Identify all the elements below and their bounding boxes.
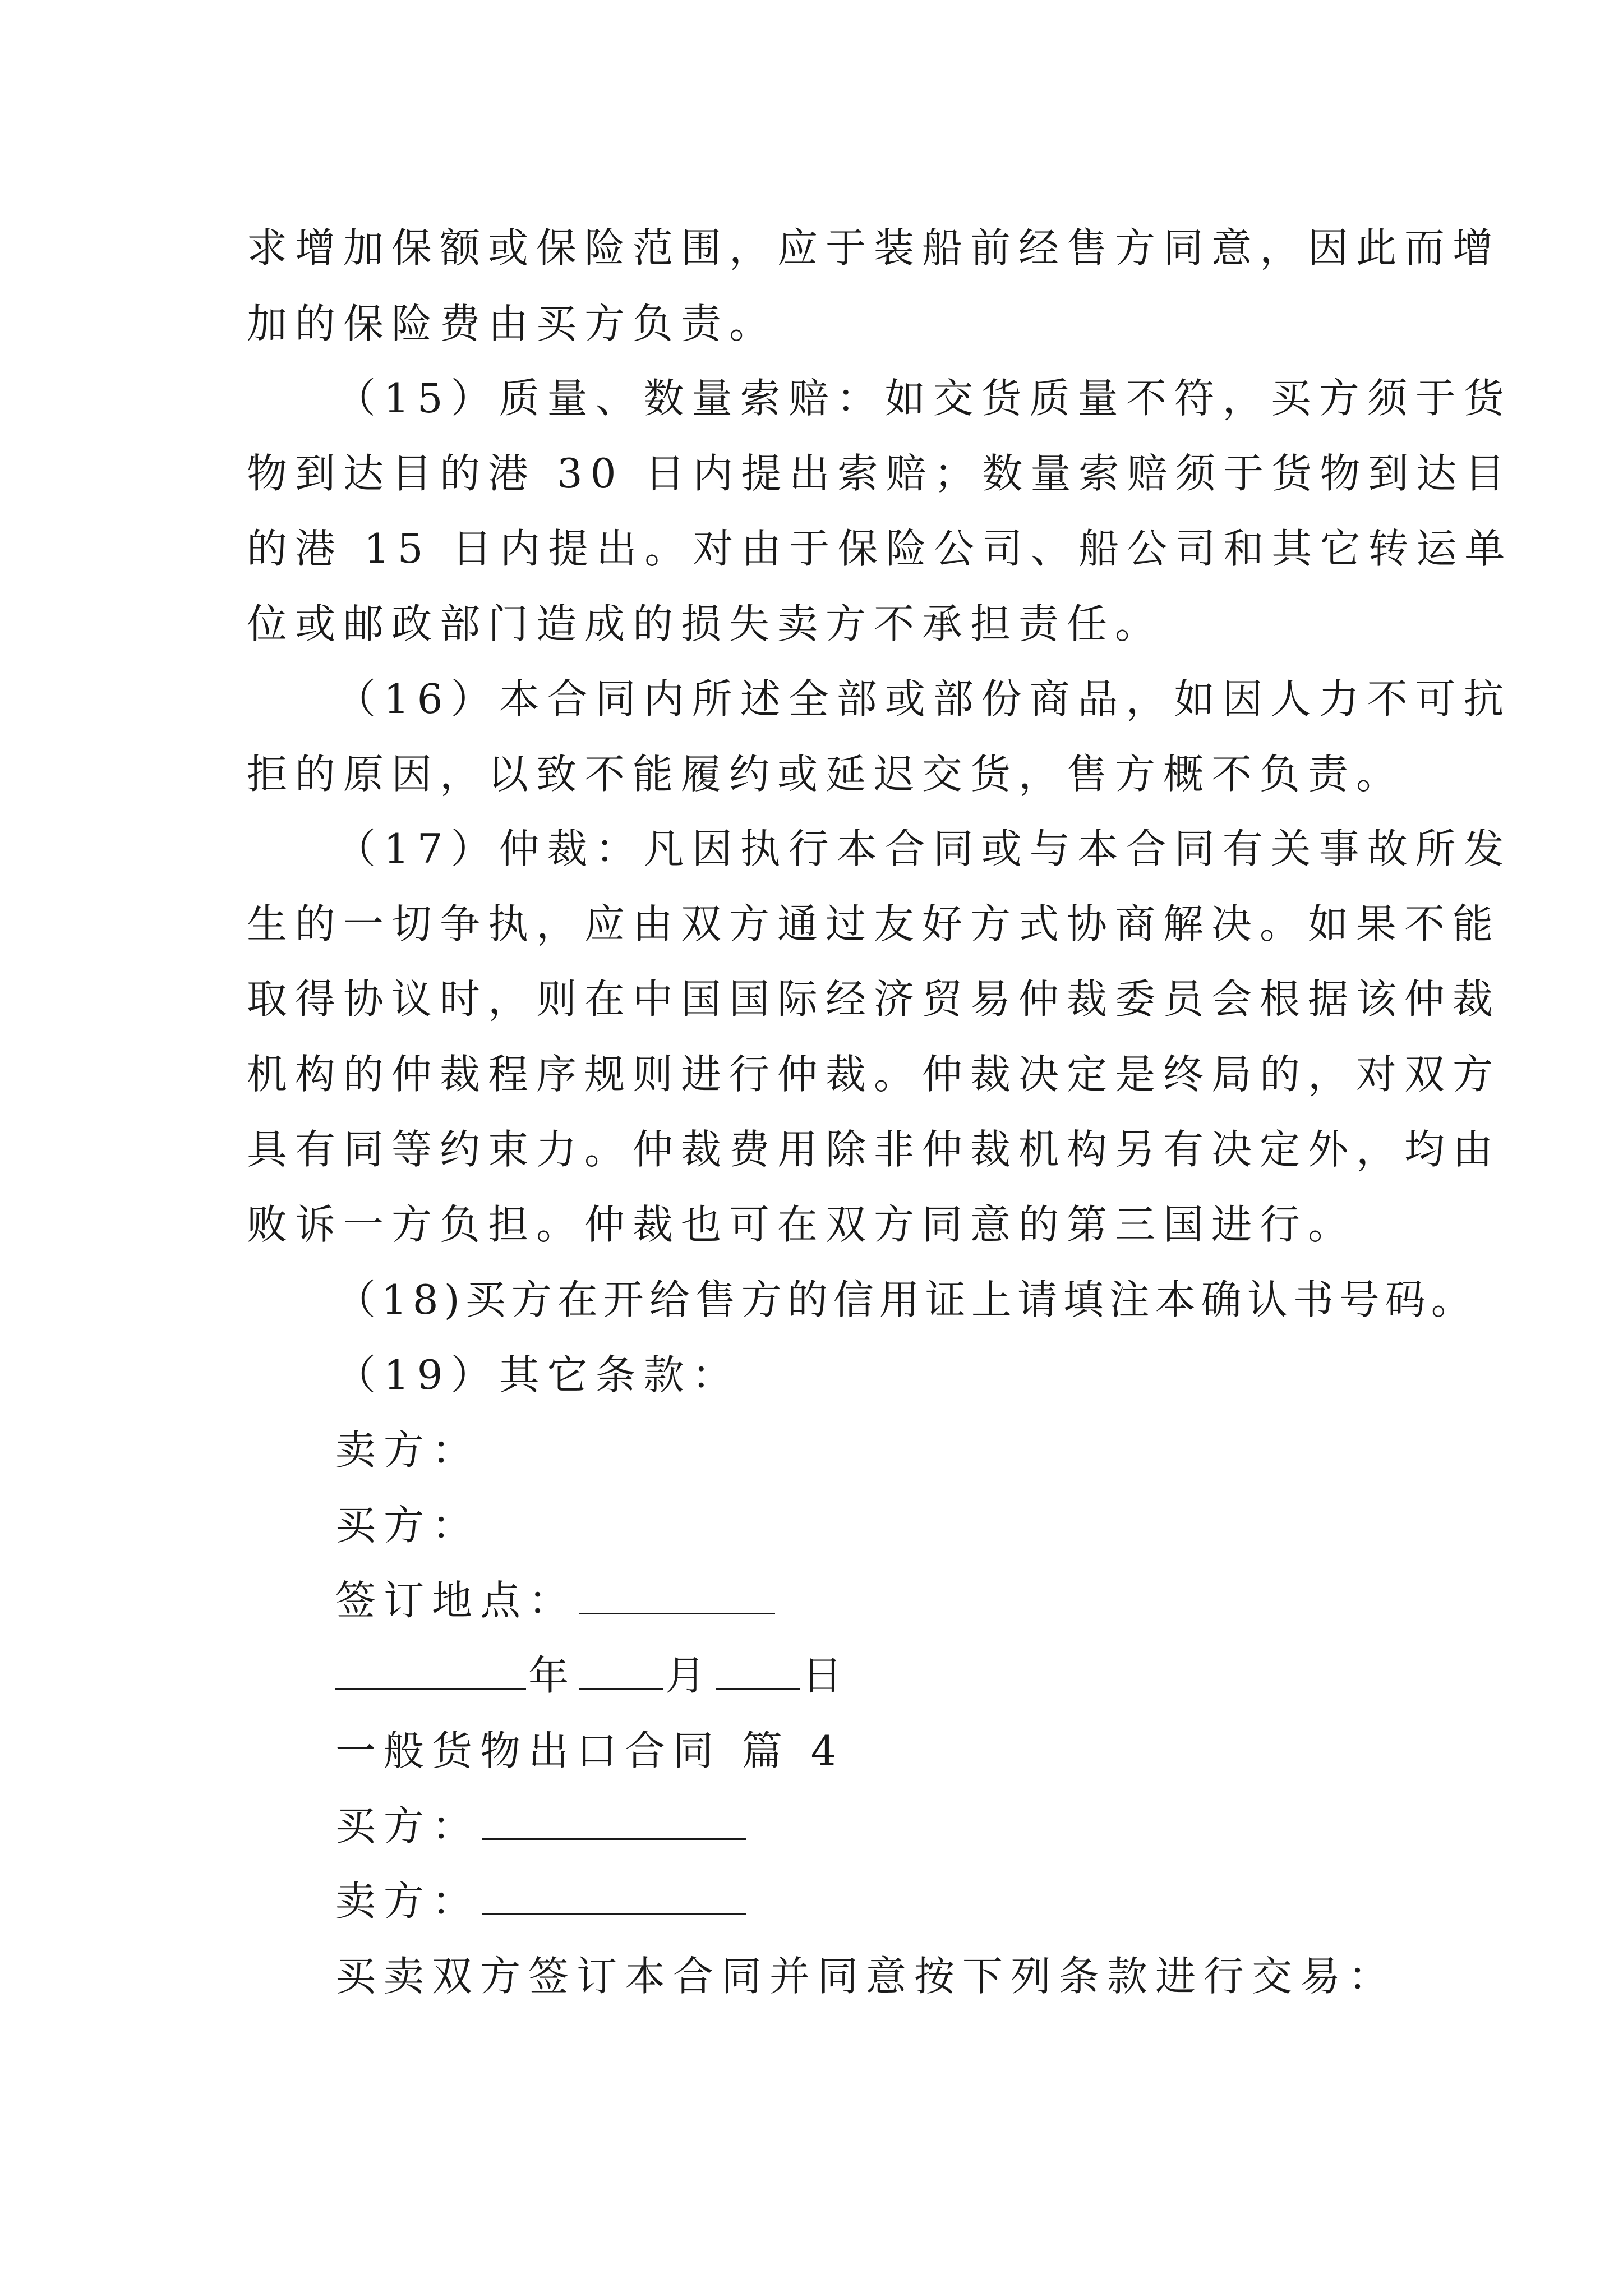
seller-line: 卖方：	[335, 1427, 481, 1474]
buyer-line: 买方：	[335, 1502, 481, 1549]
clause-15-line: （15）质量、数量索赔：如交货质量不符，买方须于货	[335, 375, 1512, 422]
day-label: 日	[802, 1652, 851, 1699]
clause-19-line: （19）其它条款：	[335, 1351, 740, 1398]
body-line: 机构的仲裁程序规则进行仲裁。仲裁决定是终局的，对双方	[247, 1051, 1501, 1098]
buyer-blank	[482, 1803, 746, 1840]
year-label: 年	[528, 1652, 577, 1699]
day-blank	[716, 1653, 800, 1690]
body-line: 加的保险费由买方负责。	[247, 300, 778, 347]
seller-signature-line	[335, 1876, 748, 1926]
signing-place-blank	[579, 1578, 775, 1614]
month-blank	[579, 1653, 663, 1690]
section-title: 一般货物出口合同 篇 4	[335, 1727, 845, 1774]
date-line	[335, 1650, 850, 1701]
body-line: 生的一切争执，应由双方通过友好方式协商解决。如果不能	[247, 900, 1501, 947]
clause-18-line: （18)买方在开给售方的信用证上请填注本确认书号码。	[335, 1276, 1477, 1323]
month-label: 月	[665, 1652, 714, 1699]
buyer-signature-line	[335, 1801, 748, 1851]
clause-17-line: （17）仲裁：凡因执行本合同或与本合同有关事故所发	[335, 825, 1512, 872]
signing-place-label: 签订地点：	[335, 1577, 577, 1624]
body-line: 拒的原因，以致不能履约或延迟交货，售方概不负责。	[247, 751, 1405, 798]
year-blank	[335, 1653, 526, 1690]
body-line: 败诉一方负担。仲裁也可在双方同意的第三国进行。	[247, 1201, 1357, 1248]
body-line: 取得协议时，则在中国国际经济贸易仲裁委员会根据该仲裁	[247, 976, 1501, 1023]
body-line: 物到达目的港 30 日内提出索赔；数量索赔须于货物到达目	[247, 450, 1513, 497]
seller-blank	[482, 1879, 746, 1915]
closing-line: 买卖双方签订本合同并同意按下列条款进行交易：	[335, 1953, 1397, 2000]
signing-place-line	[335, 1575, 777, 1626]
body-line: 具有同等约束力。仲裁费用除非仲裁机构另有决定外，均由	[247, 1126, 1501, 1173]
body-line: 位或邮政部门造成的损失卖方不承担责任。	[247, 600, 1164, 647]
clause-16-line: （16）本合同内所述全部或部份商品，如因人力不可抗	[335, 675, 1512, 723]
buyer-label: 买方：	[335, 1802, 481, 1849]
body-line: 求增加保额或保险范围，应于装船前经售方同意，因此而增	[247, 224, 1501, 272]
seller-label: 卖方：	[335, 1878, 481, 1925]
body-line: 的港 15 日内提出。对由于保险公司、船公司和其它转运单	[247, 525, 1513, 572]
